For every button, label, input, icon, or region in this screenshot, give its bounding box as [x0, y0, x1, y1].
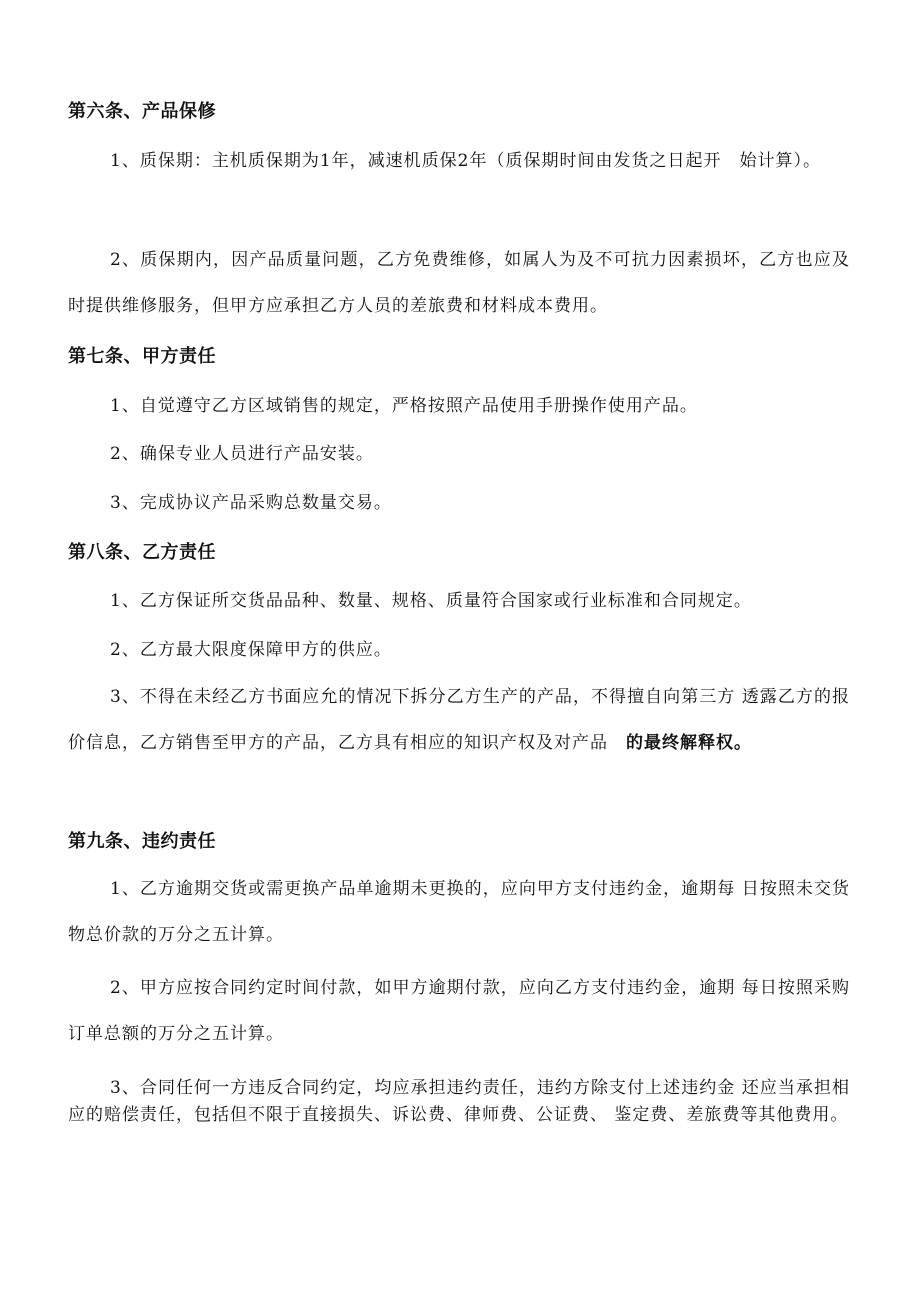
- article-8-clause-3-emphasis: 的最终解释权。: [626, 733, 752, 753]
- article-9-clause-1: 1、乙方逾期交货或需更换产品单逾期未更换的，应向甲方支付违约金，逾期每 日按照未交货物总价款的万分之五计算。: [68, 879, 850, 945]
- article-6-clause-2: 2、质保期内，因产品质量问题，乙方免费维修，如属人为及不可抗力因素损坏，乙方也应及时提供维修服务，但甲方应承担乙方人员的差旅费和材料成本费用。: [68, 250, 850, 316]
- article-8-clause-1: 1、乙方保证所交货品品种、数量、规格、质量符合国家或行业标准和合同规定。: [110, 591, 752, 611]
- article-8-clause-3: [68, 674, 850, 766]
- article-8-clause-3-text: 3、不得在未经乙方书面应允的情况下拆分乙方生产的产品，不得擅自向第三方 透露乙方的报价信息，乙方销售至甲方的产品，乙方具有相应的知识产权及对产品: [68, 687, 850, 753]
- article-9-clause-3: 3、合同任何一方违反合同约定，均应承担违约责任，违约方除支付上述违约金 还应当承担相应的赔偿责任，包括但不限于直接损失、诉讼费、律师费、公证费、 鉴定费、差旅费等其他费用。: [68, 1078, 850, 1125]
- article-7-clause-3: 3、完成协议产品采购总数量交易。: [110, 493, 392, 513]
- article-8-clause-2: 2、乙方最大限度保障甲方的供应。: [110, 640, 392, 660]
- article-7-clause-2: 2、确保专业人员进行产品安装。: [110, 444, 374, 464]
- article-7-clause-1: 1、自觉遵守乙方区域销售的规定，严格按照产品使用手册操作使用产品。: [110, 396, 698, 416]
- article-6-clause-1: 1、质保期：主机质保期为1年，减速机质保2年（质保期时间由发货之日起开 始计算）。: [110, 151, 821, 171]
- article-8-heading: 第八条、乙方责任: [68, 542, 216, 563]
- article-7-heading: 第七条、甲方责任: [68, 346, 216, 367]
- article-6-heading: 第六条、产品保修: [68, 101, 216, 122]
- article-9-clause-2: 2、甲方应按合同约定时间付款，如甲方逾期付款，应向乙方支付违约金，逾期 每日按照采购订单总额的万分之五计算。: [68, 978, 850, 1044]
- article-9-heading: 第九条、违约责任: [68, 831, 216, 852]
